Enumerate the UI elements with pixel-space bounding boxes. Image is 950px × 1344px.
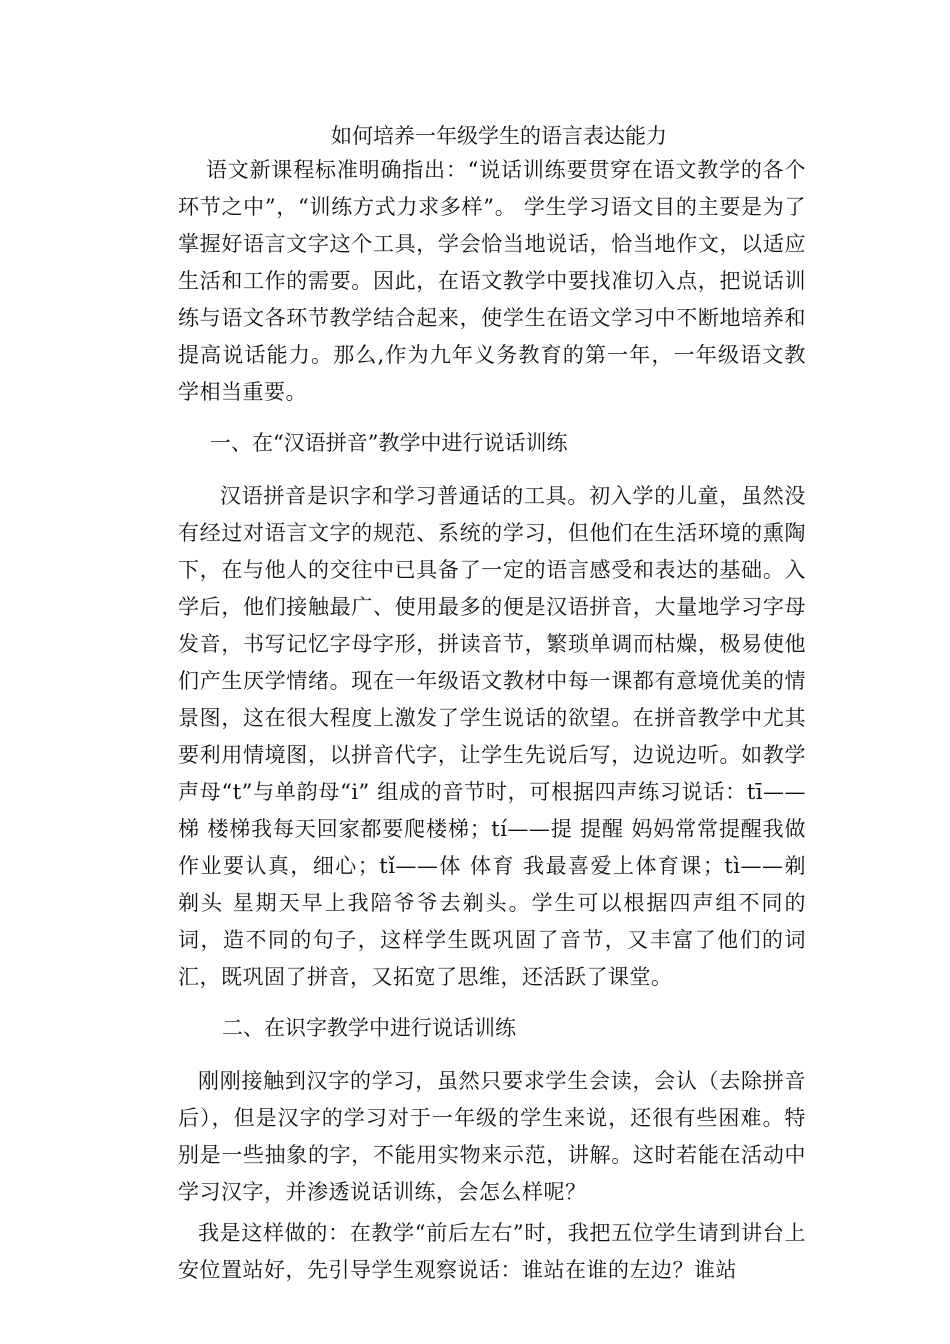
- section2-heading: 二、在识字教学中进行说话训练: [222, 1016, 516, 1040]
- document-page: [178, 120, 806, 1289]
- intro-paragraph: 语文新课程标准明确指出：“说话训练要贯穿在语文教学的各个环节之中”，“训练方式力求多样”。 学生学习语文目的主要是为了掌握好语言文字这个工具，学会恰当地说话，恰当地作文，以适应生活和工作的需要。因此，在语文教学中要找准切入点，把说话训练与语文各环节教学结合起来，使学生在语文学习中不断地培养和提高说话能力。那么,作为九年义务教育的第一年，一年级语文教学相当重要。: [178, 158, 806, 404]
- section1-heading: 一、在“汉语拼音”教学中进行说话训练: [210, 431, 568, 455]
- section2-paragraph-2: 我是这样做的：在教学“前后左右”时，我把五位学生请到讲台上安位置站好，先引导学生观察说话：谁站在谁的左边？谁站: [178, 1221, 806, 1282]
- section2-paragraph-1: 刚刚接触到汉字的学习，虽然只要求学生会读，会认（去除拼音后），但是汉字的学习对于一年级的学生来说，还很有些困难。特别是一些抽象的字，不能用实物来示范，讲解。这时若能在活动中学习汉字，并渗透说话训练，会怎么样呢？: [178, 1069, 806, 1204]
- section1-paragraph: 汉语拼音是识字和学习普通话的工具。初入学的儿童，虽然没有经过对语言文字的规范、系统的学习，但他们在生活环境的熏陶下，在与他人的交往中已具备了一定的语言感受和表达的基础。入学后，他们接触最广、使用最多的便是汉语拼音，大量地学习字母发音，书写记忆字母字形，拼读音节，繁琐单调而枯燥，极易使他们产生厌学情绪。现在一年级语文教材中每一课都有意境优美的情景图，这在很大程度上激发了学生说话的欲望。在拼音教学中尤其要利用情境图，以拼音代字，让学生先说后写，边说边听。如教学声母“t”与单韵母“i” 组成的音节时，可根据四声练习说话：tī——梯 楼梯我每天回家都要爬楼梯；tí——提 提醒 妈妈常常提醒我做作业要认真，细心；tǐ——体 体育 我最喜爱上体育课；tì——剃 剃头 星期天早上我陪爷爷去剃头。学生可以根据四声组不同的词，造不同的句子，这样学生既巩固了音节，又丰富了他们的词汇，既巩固了拼音，又拓宽了思维，还活跃了课堂。: [178, 484, 806, 989]
- document-title: 如何培养一年级学生的语言表达能力: [331, 124, 667, 148]
